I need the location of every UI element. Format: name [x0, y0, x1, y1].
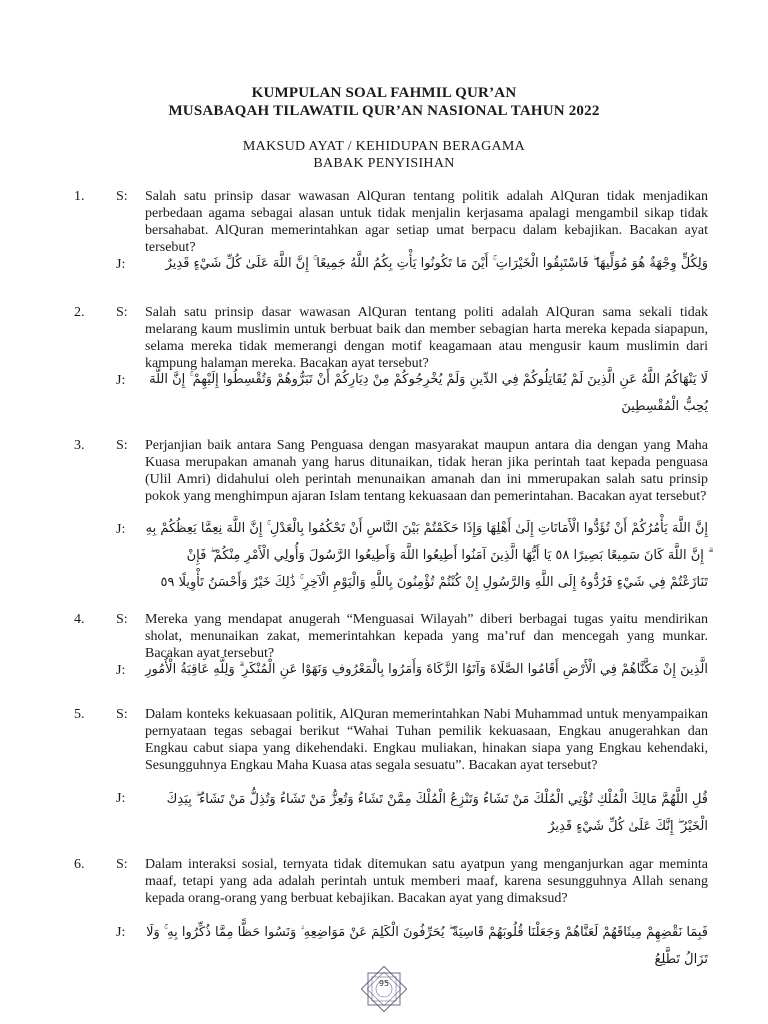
question-text: Salah satu prinsip dasar wawasan AlQuran tentang politik adalah AlQuran tidak menjadikan perbedaan agama sebagai alasan untuk tidak menjalin kerjasama apalagi mengambil sikap tidak bersahabat. AlQuran memerintahkan agar setiap umat berpacu dalam kebajikan. Bacakan ayat tersebut? — [145, 189, 708, 255]
answer-label: J: — [116, 791, 126, 806]
question-text: Salah satu prinsip dasar wawasan AlQuran tentang politi adalah AlQuran sama sekali tidak melarang kaum muslimin untuk berbuat baik dan member sebagian harta mereka kepada siapapun, selama mereka tidak memerangi dengan motif keagamaan atau mengusir kaum muslimin dari kampung halaman mereka. Bacakan ayat tersebut? — [145, 305, 708, 371]
octagram-ornament-icon — [356, 961, 412, 1017]
subtitle-category: MAKSUD AYAT / KEHIDUPAN BERAGAMA — [242, 139, 526, 154]
question-label: S: — [116, 612, 128, 627]
document-header — [0, 84, 768, 172]
document-title: KUMPULAN SOAL FAHMIL QUR’AN — [251, 85, 517, 101]
question-label: S: — [116, 438, 128, 453]
answer-label: J: — [116, 373, 126, 388]
answer-label: J: — [116, 257, 126, 272]
question-number: 1. — [74, 189, 85, 204]
question-text: Dalam interaksi sosial, ternyata tidak ditemukan satu ayatpun yang menganjurkan agar meminta maaf, tetapi yang ada adalah perintah untuk memberi maaf, karena sesungguhnya Allah senang kepada orang-orang yang berbuat kebajikan. Bacakan ayat yang dimaksud? — [145, 857, 708, 906]
document-subtitle — [0, 138, 768, 172]
answer-verse: قُلِ اللَّهُمَّ مَالِكَ الْمُلْكِ تُؤْتِي الْمُلْكَ مَنْ تَشَاءُ وَتَنْزِعُ الْمُلْكَ مِمَّنْ تَشَاءُ وَتُعِزُّ مَنْ تَشَاءُ وَتُذِلُّ مَنْ تَشَاءُ ۖ بِيَدِكَ الْخَيْرُ ۖ إِنَّكَ عَلَىٰ كُلِّ شَيْءٍ قَدِيرٌ — [166, 792, 708, 834]
question-text: Mereka yang mendapat anugerah “Menguasai Wilayah” diberi berbagai tugas yaitu mendirikan sholat, menunaikan zakat, memerintahkan kepada yang ma’ruf dan mencegah yang munkar. Bacakan ayat tersebut? — [145, 612, 708, 661]
answer-verse: الَّذِينَ إِنْ مَكَّنَّاهُمْ فِي الْأَرْضِ أَقَامُوا الصَّلَاةَ وَآتَوُا الزَّكَاةَ وَأَمَرُوا بِالْمَعْرُوفِ وَنَهَوْا عَنِ الْمُنْكَرِ ۗ وَلِلَّهِ عَاقِبَةُ الْأُمُورِ — [145, 662, 708, 677]
question-label: S: — [116, 189, 128, 204]
answer-verse: وَلِكُلٍّ وِجْهَةٌ هُوَ مُوَلِّيهَا ۖ فَاسْتَبِقُوا الْخَيْرَاتِ ۚ أَيْنَ مَا تَكُونُوا يَأْتِ بِكُمُ اللَّهُ جَمِيعًا ۚ إِنَّ اللَّهَ عَلَىٰ كُلِّ شَيْءٍ قَدِيرٌ — [165, 256, 708, 271]
question-label: S: — [116, 707, 128, 722]
question-text: Perjanjian baik antara Sang Penguasa dengan masyarakat maupun antara dia dengan yang Maha Kuasa merupakan amanah yang harus ditunaikan, tidak heran jika perintah taat kepada penguasa (Ulil Amri) didahului oleh perintah menunaikan amanah dan ini mmerupakan salah satu prinsip pokok yang menghimpun ajaran Islam tentang kekuasaan dan pemerintahan. Bacakan ayat tersebut? — [145, 438, 708, 504]
answer-label: J: — [116, 925, 126, 940]
answer-label: J: — [116, 522, 126, 537]
answer-verse: فَبِمَا نَقْضِهِمْ مِيثَاقَهُمْ لَعَنَّاهُمْ وَجَعَلْنَا قُلُوبَهُمْ قَاسِيَةً ۖ يُحَرِّفُونَ الْكَلِمَ عَنْ مَوَاضِعِهِ ۙ وَنَسُوا حَظًّا مِمَّا ذُكِّرُوا بِهِ ۚ وَلَا تَزَالُ تَطَّلِعُ — [146, 925, 708, 967]
question-text: Dalam konteks kekuasaan politik, AlQuran memerintahkan Nabi Muhammad untuk menyampaikan pernyataan tegas sebagai berikut “Wahai Tuhan pemilik kekuasaan, Engkau anugerahkan dan Engkau cabut siapa yang dikehendaki. Engkau muliakan, hinakan siapa yang Engkau kehendaki, Sesungguhnya Engkau Maha Kuasa atas segala sesuatu”. Bacakan ayat tersebut? — [145, 707, 708, 773]
question-number: 2. — [74, 305, 85, 320]
question-number: 3. — [74, 438, 85, 453]
question-number: 6. — [74, 857, 85, 872]
question-number: 5. — [74, 707, 85, 722]
document-title-event: MUSABAQAH TILAWATIL QUR’AN NASIONAL TAHUN 2022 — [168, 103, 600, 119]
question-label: S: — [116, 857, 128, 872]
page-number: 95 — [378, 979, 390, 988]
answer-verse: لَا يَنْهَاكُمُ اللَّهُ عَنِ الَّذِينَ لَمْ يُقَاتِلُوكُمْ فِي الدِّينِ وَلَمْ يُخْرِجُوكُمْ مِنْ دِيَارِكُمْ أَنْ تَبَرُّوهُمْ وَتُقْسِطُوا إِلَيْهِمْ ۚ إِنَّ اللَّهَ يُحِبُّ الْمُقْسِطِينَ — [149, 372, 708, 414]
answer-label: J: — [116, 663, 126, 678]
answer-verse: إِنَّ اللَّهَ يَأْمُرُكُمْ أَنْ تُؤَدُّوا الْأَمَانَاتِ إِلَىٰ أَهْلِهَا وَإِذَا حَكَمْتُمْ بَيْنَ النَّاسِ أَنْ تَحْكُمُوا بِالْعَدْلِ ۚ إِنَّ اللَّهَ نِعِمَّا يَعِظُكُمْ بِهِ ۗ إِنَّ اللَّهَ كَانَ سَمِيعًا بَصِيرًا ٥٨ يَا أَيُّهَا الَّذِينَ آمَنُوا أَطِيعُوا اللَّهَ وَأَطِيعُوا الرَّسُولَ وَأُولِي الْأَمْرِ مِنْكُمْ ۖ فَإِنْ تَنَازَعْتُمْ فِي شَيْءٍ فَرُدُّوهُ إِلَى اللَّهِ وَالرَّسُولِ إِنْ كُنْتُمْ تُؤْمِنُونَ بِاللَّهِ وَالْيَوْمِ الْآخِرِ ۚ ذَٰلِكَ خَيْرٌ وَأَحْسَنُ تَأْوِيلًا ٥٩ — [145, 521, 708, 590]
question-number: 4. — [74, 612, 85, 627]
subtitle-round: BABAK PENYISIHAN — [313, 156, 455, 171]
question-label: S: — [116, 305, 128, 320]
